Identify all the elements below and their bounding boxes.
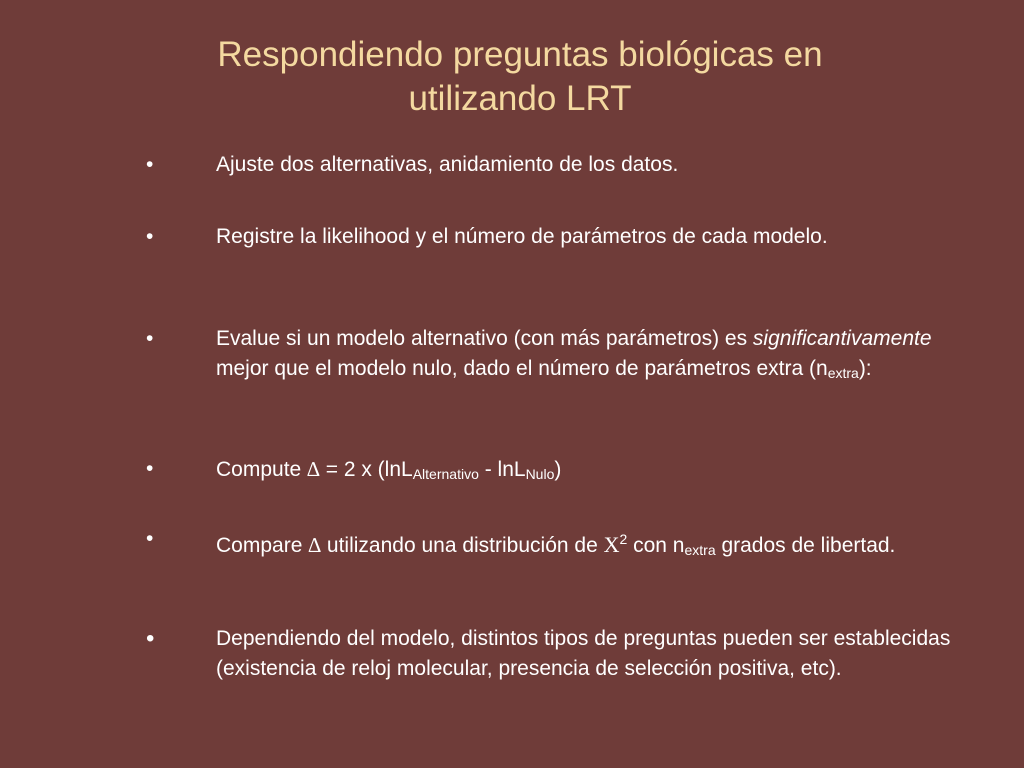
title-line-1: Respondiendo preguntas biológicas en — [217, 35, 823, 74]
emphasis-word: significantivamente — [752, 327, 932, 350]
bullet-item-4 — [140, 454, 980, 489]
bullet-marker: • — [146, 225, 154, 248]
bullet-marker: • — [146, 153, 154, 176]
bullet-text: Compare ∆ utilizando una distribución de $X^2$ con $n_{extra}$ grados de libertad. — [216, 531, 896, 558]
chi-symbol: Χ — [603, 532, 620, 557]
bullet-item-6 — [140, 624, 980, 684]
bullet-item-3 — [140, 324, 980, 388]
bullet-marker: • — [146, 327, 154, 350]
delta-symbol: ∆ — [308, 533, 322, 557]
bullet-marker: • — [146, 625, 155, 652]
bullet-text: Dependiendo del modelo, distintos tipos de preguntas pueden ser establecidas (existencia de reloj molecular, presencia de selección positiva, etc). — [216, 627, 951, 680]
slide-title — [90, 33, 950, 121]
bullet-text: Ajuste dos alternativas, anidamiento de los datos. — [216, 153, 679, 176]
bullet-text: Compute ∆ = 2 x (lnL$_{Alternativo}$ - lnL$_{Nulo}$) — [216, 457, 562, 482]
bullet-marker: • — [146, 457, 154, 480]
title-line-2: utilizando LRT — [408, 79, 632, 118]
bullet-text: Registre la likelihood y el número de parámetros de cada modelo. — [216, 225, 828, 248]
bullet-item-2 — [140, 222, 980, 252]
bullet-text: Evalue si un modelo alternativo (con más parámetros) es significantivamente mejor que el modelo nulo, dado el número de parámetros extra $(n_{extra})$: — [216, 327, 932, 381]
bullet-item-1 — [140, 150, 980, 180]
delta-symbol: ∆ — [307, 457, 320, 481]
bullet-item-5 — [140, 524, 980, 565]
bullet-marker: • — [146, 527, 154, 550]
